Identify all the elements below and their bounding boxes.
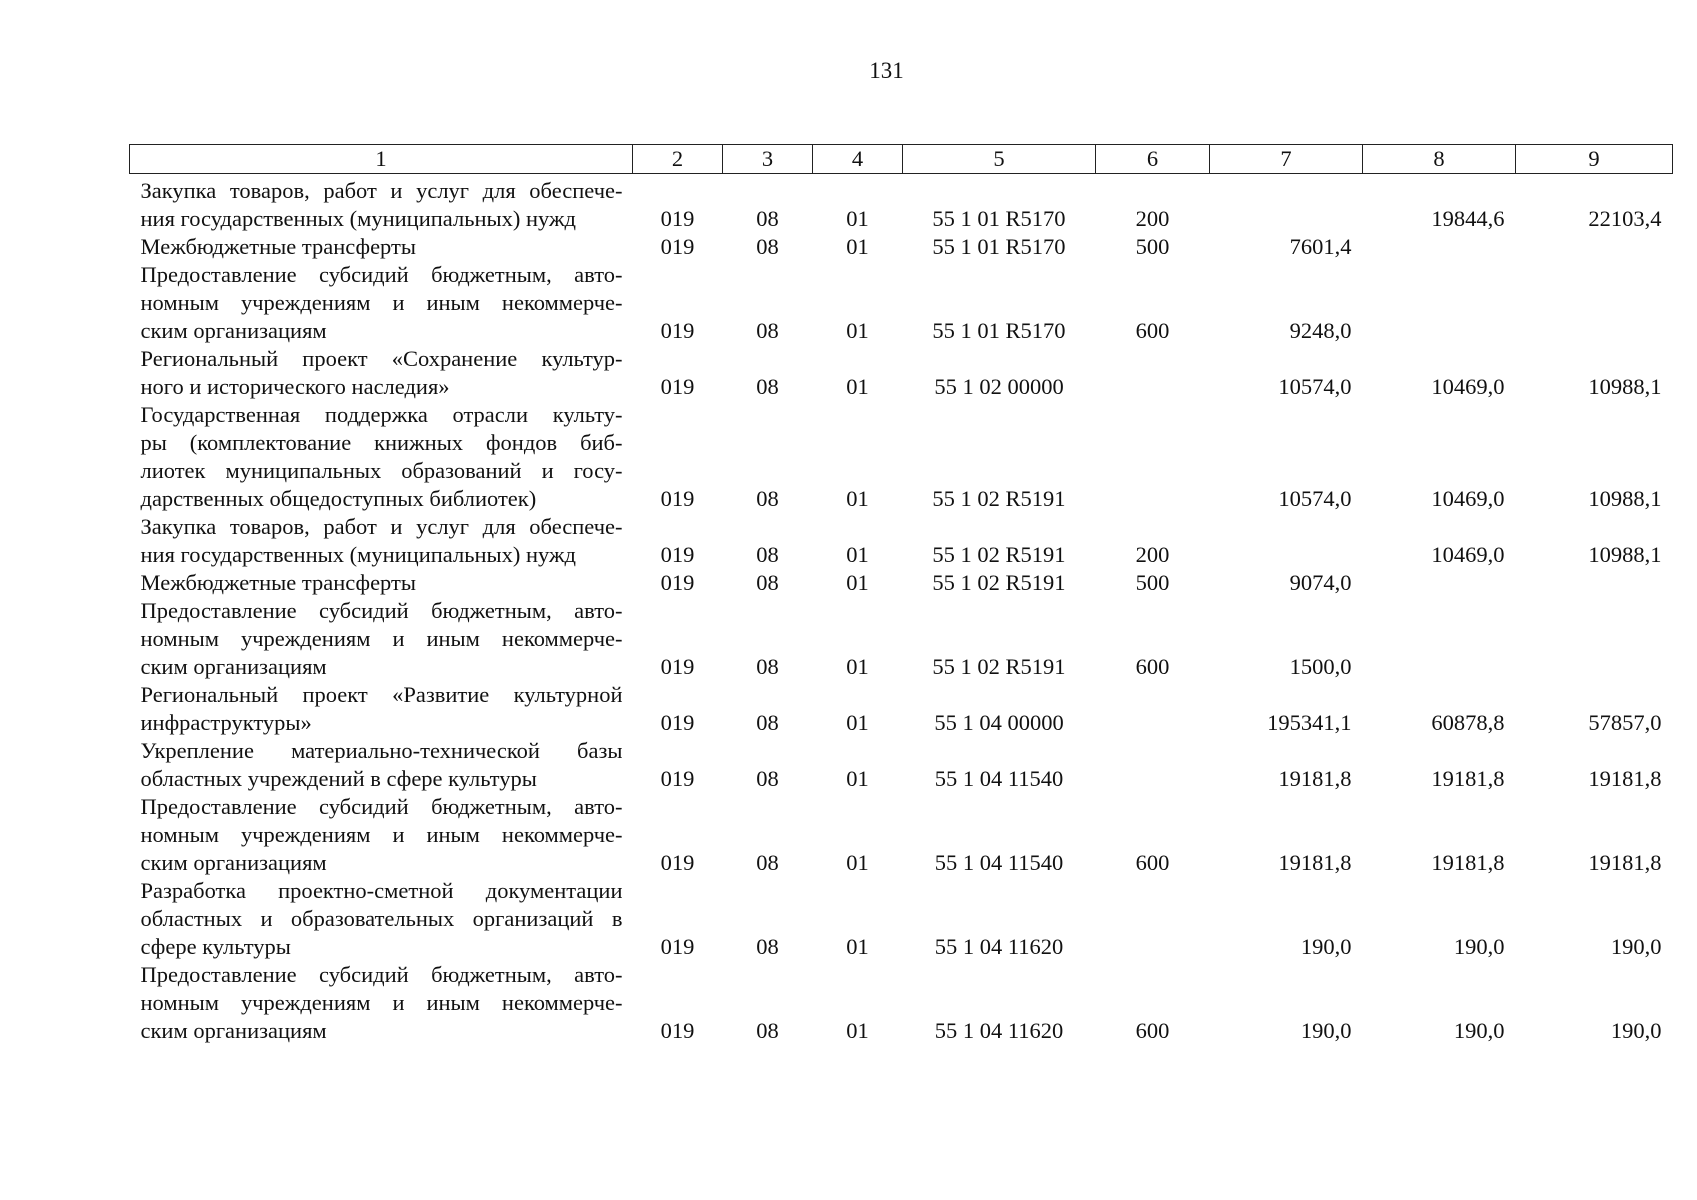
cell-subsection: 01: [846, 766, 869, 791]
cell-name: [130, 261, 633, 345]
cell-expense-type: 200: [1135, 542, 1170, 567]
cell-target-article: 55 1 04 11620: [934, 1018, 1064, 1043]
cell-section: 08: [756, 934, 779, 959]
cell-amount-col8: [1363, 261, 1516, 345]
cell-ministry: 019: [660, 710, 695, 735]
cell-amount-col8: 19181,8: [1431, 766, 1505, 791]
cell-name-line: Закупка товаров, работ и услуг для обеспече-: [140, 514, 623, 539]
table-row: [130, 261, 1673, 345]
cell-amount-col9: 10988,1: [1588, 542, 1662, 567]
table-row: [130, 737, 1673, 793]
cell-name-line: номным учреждениям и иным некоммерче-: [140, 990, 623, 1015]
cell-expense-type: [1096, 681, 1210, 737]
table-row: [130, 877, 1673, 961]
cell-name: [130, 401, 633, 513]
cell-amount-col7: [1210, 513, 1363, 569]
cell-ministry: 019: [660, 374, 695, 399]
column-header-3: 3: [723, 145, 813, 174]
cell-ministry: 019: [660, 486, 695, 511]
cell-ministry: 019: [660, 934, 695, 959]
cell-ministry: 019: [660, 766, 695, 791]
cell-name: [130, 737, 633, 793]
cell-name: [130, 513, 633, 569]
cell-expense-type: [1096, 345, 1210, 401]
cell-amount-col7: 10574,0: [1278, 374, 1352, 399]
cell-subsection: 01: [846, 234, 869, 259]
cell-amount-col7: 9248,0: [1289, 318, 1352, 343]
header-row: [130, 145, 1673, 174]
cell-expense-type: 600: [1135, 318, 1170, 343]
cell-section: 08: [756, 318, 779, 343]
cell-name-line: сфере культуры: [140, 934, 291, 959]
cell-section: 08: [756, 654, 779, 679]
cell-name: [130, 597, 633, 681]
cell-section: 08: [756, 234, 779, 259]
cell-amount-col7: 1500,0: [1289, 654, 1352, 679]
cell-expense-type: 200: [1135, 206, 1170, 231]
cell-amount-col9: 190,0: [1610, 934, 1662, 959]
cell-name-line: номным учреждениям и иным некоммерче-: [140, 626, 623, 651]
cell-section: 08: [756, 570, 779, 595]
cell-name-line: Укрепление материально-технической базы: [140, 738, 623, 763]
cell-amount-col9: 10988,1: [1588, 374, 1662, 399]
cell-name-line: Региональный проект «Развитие культурной: [140, 682, 623, 707]
cell-amount-col9: 19181,8: [1588, 766, 1662, 791]
table-row: [130, 233, 1673, 261]
column-header-9: 9: [1516, 145, 1673, 174]
cell-expense-type: 600: [1135, 654, 1170, 679]
cell-amount-col9: [1516, 233, 1673, 261]
cell-name-line: ским организациям: [140, 1018, 327, 1043]
cell-subsection: 01: [846, 374, 869, 399]
column-header-6: 6: [1096, 145, 1210, 174]
column-header-2: 2: [633, 145, 723, 174]
cell-amount-col8: 60878,8: [1431, 710, 1505, 735]
cell-name-line: номным учреждениям и иным некоммерче-: [140, 822, 623, 847]
cell-subsection: 01: [846, 1018, 869, 1043]
table-row: [130, 569, 1673, 597]
cell-amount-col8: [1363, 597, 1516, 681]
table-row: [130, 345, 1673, 401]
cell-amount-col8: 19181,8: [1431, 850, 1505, 875]
page-number: 131: [869, 58, 904, 83]
cell-amount-col9: 22103,4: [1588, 206, 1662, 231]
cell-subsection: 01: [846, 850, 869, 875]
cell-name-line: дарственных общедоступных библиотек): [140, 486, 537, 511]
cell-name-line: Государственная поддержка отрасли культу-: [140, 402, 623, 427]
cell-subsection: 01: [846, 934, 869, 959]
cell-target-article: 55 1 04 11540: [934, 766, 1064, 791]
cell-amount-col7: 9074,0: [1289, 570, 1352, 595]
cell-amount-col8: 10469,0: [1431, 486, 1505, 511]
cell-name-line: ры (комплектование книжных фондов биб-: [140, 430, 623, 455]
cell-section: 08: [756, 206, 779, 231]
cell-expense-type: 600: [1135, 1018, 1170, 1043]
cell-amount-col7: 195341,1: [1267, 710, 1352, 735]
table-row: [130, 174, 1673, 234]
cell-subsection: 01: [846, 710, 869, 735]
cell-amount-col9: 19181,8: [1588, 850, 1662, 875]
column-header-7: 7: [1210, 145, 1363, 174]
cell-target-article: 55 1 01 R5170: [932, 234, 1066, 259]
cell-target-article: 55 1 02 R5191: [932, 486, 1066, 511]
cell-name-line: Предоставление субсидий бюджетным, авто-: [140, 962, 623, 987]
cell-amount-col8: 190,0: [1453, 934, 1505, 959]
cell-amount-col7: 19181,8: [1278, 850, 1352, 875]
cell-section: 08: [756, 1018, 779, 1043]
cell-name-line: ским организациям: [140, 318, 327, 343]
cell-expense-type: [1096, 401, 1210, 513]
column-header-5: 5: [903, 145, 1096, 174]
cell-name-line: Межбюджетные трансферты: [140, 234, 416, 259]
cell-amount-col9: [1516, 569, 1673, 597]
cell-name-line: ния государственных (муниципальных) нужд: [140, 206, 576, 231]
table-body: [130, 174, 1673, 1046]
table-row: [130, 793, 1673, 877]
cell-ministry: 019: [660, 570, 695, 595]
cell-amount-col7: 190,0: [1300, 1018, 1352, 1043]
cell-name: [130, 233, 633, 261]
cell-section: 08: [756, 766, 779, 791]
cell-amount-col8: 10469,0: [1431, 374, 1505, 399]
cell-name: [130, 681, 633, 737]
table-row: [130, 513, 1673, 569]
cell-amount-col9: [1516, 597, 1673, 681]
cell-target-article: 55 1 02 R5191: [932, 570, 1066, 595]
cell-amount-col8: [1363, 569, 1516, 597]
cell-target-article: 55 1 02 R5191: [932, 542, 1066, 567]
cell-amount-col9: 57857,0: [1588, 710, 1662, 735]
cell-ministry: 019: [660, 206, 695, 231]
cell-name: [130, 793, 633, 877]
table-header: [130, 145, 1673, 174]
cell-amount-col8: 190,0: [1453, 1018, 1505, 1043]
cell-amount-col7: [1210, 174, 1363, 234]
cell-subsection: 01: [846, 486, 869, 511]
cell-name-line: областных и образовательных организаций в: [140, 906, 623, 931]
cell-expense-type: [1096, 877, 1210, 961]
cell-section: 08: [756, 710, 779, 735]
cell-name-line: ским организациям: [140, 850, 327, 875]
cell-subsection: 01: [846, 206, 869, 231]
cell-name: [130, 569, 633, 597]
column-header-8: 8: [1363, 145, 1516, 174]
table-row: [130, 681, 1673, 737]
cell-name-line: инфраструктуры»: [140, 710, 312, 735]
table-row: [130, 597, 1673, 681]
cell-target-article: 55 1 02 00000: [934, 374, 1064, 399]
column-header-4: 4: [813, 145, 903, 174]
cell-subsection: 01: [846, 570, 869, 595]
cell-ministry: 019: [660, 234, 695, 259]
cell-amount-col9: 190,0: [1610, 1018, 1662, 1043]
cell-section: 08: [756, 486, 779, 511]
cell-amount-col9: [1516, 261, 1673, 345]
cell-name-line: Предоставление субсидий бюджетным, авто-: [140, 794, 623, 819]
cell-name-line: Региональный проект «Сохранение культур-: [140, 346, 623, 371]
cell-ministry: 019: [660, 542, 695, 567]
cell-subsection: 01: [846, 318, 869, 343]
cell-name-line: лиотек муниципальных образований и госу-: [140, 458, 623, 483]
cell-ministry: 019: [660, 318, 695, 343]
cell-name-line: Предоставление субсидий бюджетным, авто-: [140, 598, 623, 623]
table-row: [130, 401, 1673, 513]
cell-section: 08: [756, 850, 779, 875]
cell-target-article: 55 1 04 11620: [934, 934, 1064, 959]
cell-name-line: областных учреждений в сфере культуры: [140, 766, 537, 791]
cell-amount-col7: 7601,4: [1289, 234, 1352, 259]
cell-amount-col9: 10988,1: [1588, 486, 1662, 511]
cell-target-article: 55 1 04 00000: [934, 710, 1064, 735]
cell-target-article: 55 1 01 R5170: [932, 318, 1066, 343]
cell-expense-type: [1096, 737, 1210, 793]
cell-name-line: Предоставление субсидий бюджетным, авто-: [140, 262, 623, 287]
cell-section: 08: [756, 374, 779, 399]
cell-ministry: 019: [660, 654, 695, 679]
cell-amount-col7: 10574,0: [1278, 486, 1352, 511]
budget-table: [129, 144, 1673, 1045]
cell-name: [130, 961, 633, 1045]
column-header-1: 1: [130, 145, 633, 174]
cell-amount-col8: 10469,0: [1431, 542, 1505, 567]
cell-amount-col8: [1363, 233, 1516, 261]
cell-name-line: номным учреждениям и иным некоммерче-: [140, 290, 623, 315]
cell-subsection: 01: [846, 654, 869, 679]
cell-name-line: ния государственных (муниципальных) нужд: [140, 542, 576, 567]
cell-amount-col8: 19844,6: [1431, 206, 1505, 231]
cell-name: [130, 174, 633, 234]
cell-amount-col7: 190,0: [1300, 934, 1352, 959]
cell-ministry: 019: [660, 850, 695, 875]
cell-section: 08: [756, 542, 779, 567]
cell-name-line: ного и исторического наследия»: [140, 374, 450, 399]
cell-expense-type: 600: [1135, 850, 1170, 875]
table-row: [130, 961, 1673, 1045]
cell-target-article: 55 1 01 R5170: [932, 206, 1066, 231]
cell-expense-type: 500: [1135, 570, 1170, 595]
cell-subsection: 01: [846, 542, 869, 567]
cell-name-line: Межбюджетные трансферты: [140, 570, 416, 595]
cell-expense-type: 500: [1135, 234, 1170, 259]
cell-target-article: 55 1 04 11540: [934, 850, 1064, 875]
cell-name-line: Закупка товаров, работ и услуг для обеспече-: [140, 178, 623, 203]
cell-name-line: Разработка проектно-сметной документации: [140, 878, 623, 903]
cell-name: [130, 345, 633, 401]
cell-name: [130, 877, 633, 961]
cell-target-article: 55 1 02 R5191: [932, 654, 1066, 679]
cell-amount-col7: 19181,8: [1278, 766, 1352, 791]
cell-ministry: 019: [660, 1018, 695, 1043]
cell-name-line: ским организациям: [140, 654, 327, 679]
